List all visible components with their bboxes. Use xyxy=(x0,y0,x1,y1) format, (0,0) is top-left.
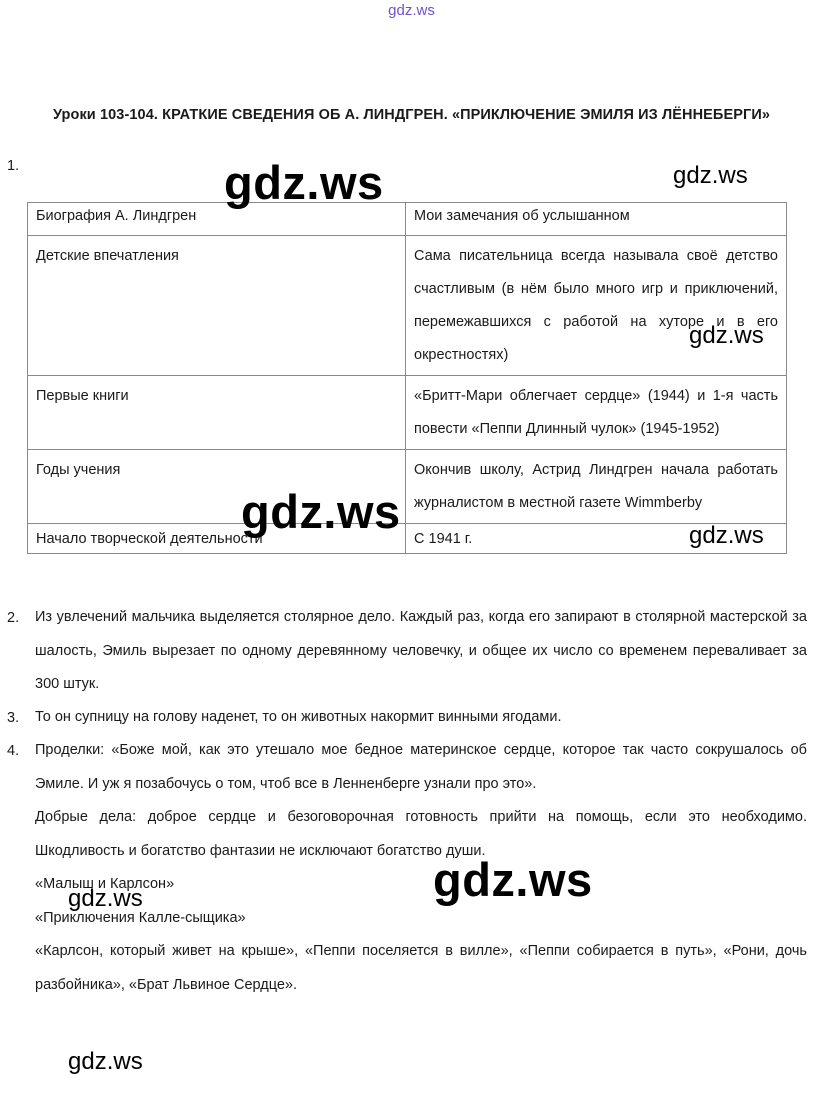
table-cell-topic: Годы учения xyxy=(28,450,406,524)
table-header-row xyxy=(28,203,787,236)
table-cell-topic: Детские впечатления xyxy=(28,236,406,376)
table-cell-topic: Первые книги xyxy=(28,376,406,450)
table-cell-topic: Начало творческой деятельности xyxy=(28,524,406,554)
biography-table xyxy=(27,202,787,554)
watermark: gdz.ws xyxy=(689,322,764,349)
watermark: gdz.ws xyxy=(433,853,593,906)
item-number-2: 2. xyxy=(7,610,20,626)
table-row xyxy=(28,450,787,524)
table-cell-notes: Окончив школу, Астрид Линдгрен начала работать журналистом в местной газете Wimmberby xyxy=(406,450,787,524)
item-number-3: 3. xyxy=(7,710,20,726)
table-header-cell: Мои замечания об услышанном xyxy=(406,203,787,236)
watermark: gdz.ws xyxy=(68,885,143,912)
watermark: gdz.ws xyxy=(224,156,384,209)
table-row xyxy=(28,524,787,554)
answer-4-pranks: Проделки: «Боже мой, как это утешало мое бедное материнское сердце, которое так часто сокрушалось об Эмиле. И уж я позабочусь о том, чтоб все в Ленненберге узнали про это». xyxy=(35,742,807,792)
answer-2-text: Из увлечений мальчика выделяется столярное дело. Каждый раз, когда его запирают в столярной мастерской за шалость, Эмиль вырезает по одному деревянному человечку, и общее их число со временем переваливает за 300 штук. xyxy=(35,609,807,692)
answer-4-book-2: «Приключения Калле-сыщика» xyxy=(35,910,246,926)
watermark: gdz.ws xyxy=(673,162,748,189)
table-cell-notes: «Бритт-Мари облегчает сердце» (1944) и 1-я часть повести «Пеппи Длинный чулок» (1945-1952) xyxy=(406,376,787,450)
answer-4-books-list: «Карлсон, который живет на крыше», «Пеппи поселяется в вилле», «Пеппи собирается в путь», «Рони, дочь разбойника», «Брат Львиное Сердце». xyxy=(35,943,807,993)
table-cell-notes: С 1941 г. xyxy=(406,524,787,554)
watermark: gdz.ws xyxy=(241,485,401,538)
table-header-cell: Биография А. Линдгрен xyxy=(28,203,406,236)
watermark: gdz.ws xyxy=(689,522,764,549)
item-number-1: 1. xyxy=(7,158,20,174)
answer-4-good-deeds: Добрые дела: доброе сердце и безоговорочная готовность прийти на помощь, если это необходимо. Шкодливость и богатство фантазии не исключают богатство души. xyxy=(35,809,807,859)
watermark: gdz.ws xyxy=(68,1048,143,1075)
page-title: Уроки 103-104. КРАТКИЕ СВЕДЕНИЯ ОБ А. ЛИНДГРЕН. «ПРИКЛЮЧЕНИЕ ЭМИЛЯ ИЗ ЛЁННЕБЕРГИ» xyxy=(52,107,771,123)
item-number-4: 4. xyxy=(7,743,20,759)
table-cell-notes: Сама писательница всегда называла своё детство счастливым (в нём было много игр и приключений, перемежавшихся с работой на хуторе и в его окрестностях) xyxy=(406,236,787,376)
answer-3-text: То он супницу на голову наденет, то он животных накормит винными ягодами. xyxy=(35,709,562,725)
answer-4-book-1: «Малыш и Карлсон» xyxy=(35,876,175,892)
table-row xyxy=(28,376,787,450)
header-watermark: gdz.ws xyxy=(388,2,435,19)
table-row xyxy=(28,236,787,376)
